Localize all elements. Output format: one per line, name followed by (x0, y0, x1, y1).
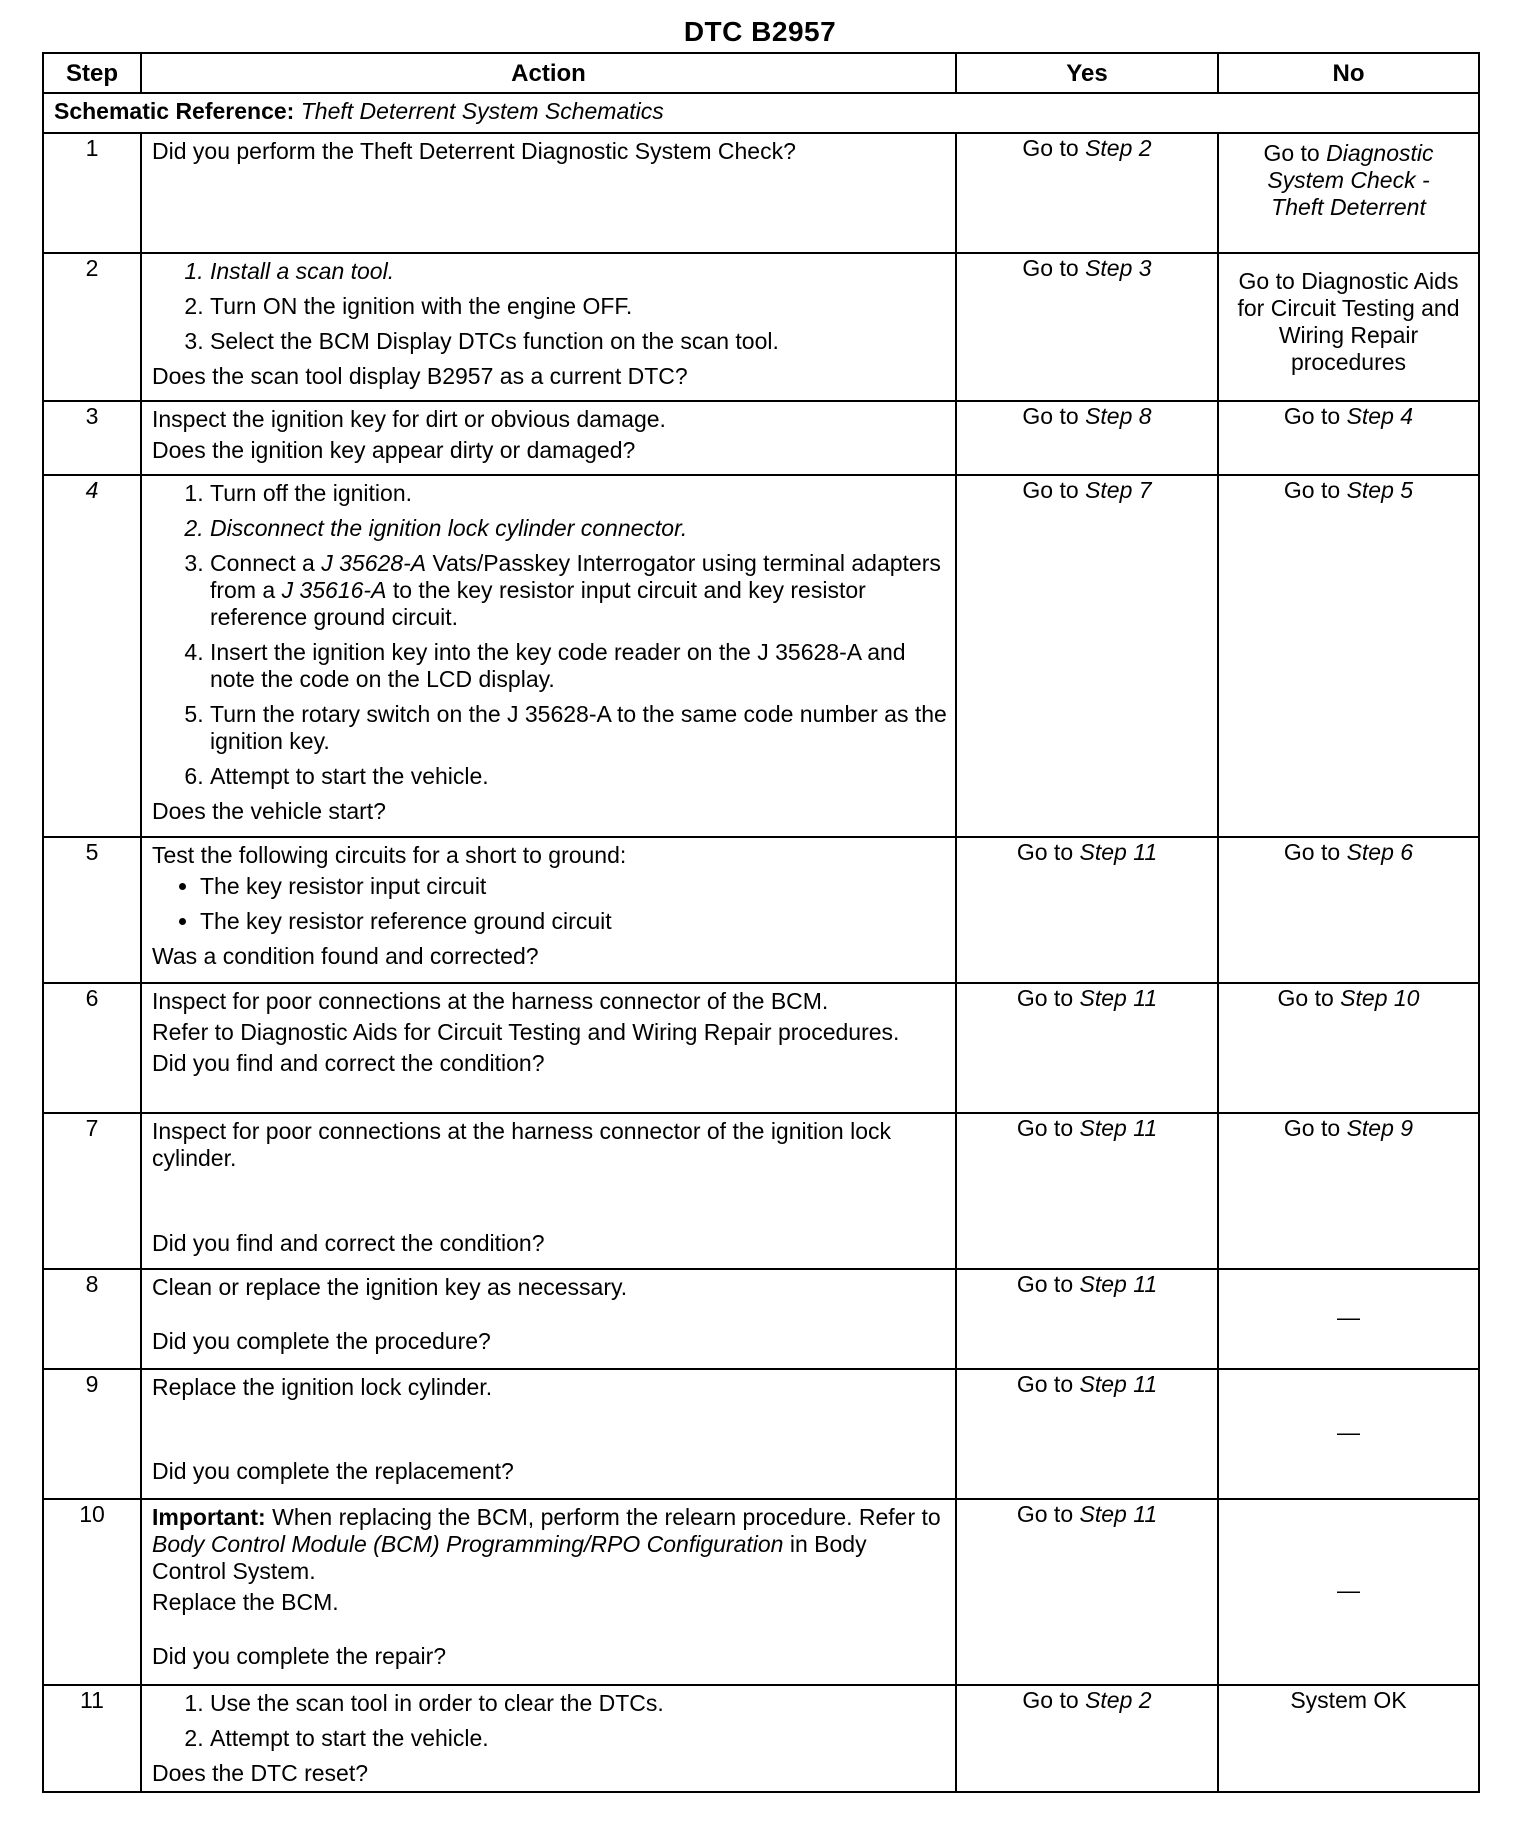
go-to-label: Go to (1016, 839, 1074, 865)
action-text: Replace the BCM. (152, 1589, 339, 1615)
go-to-label: Go to (1022, 255, 1079, 281)
refer-link[interactable]: Body Control Module (BCM) Programming/RPO Configuration (152, 1531, 784, 1557)
action-cell (141, 253, 956, 401)
action-question: Does the vehicle start? (152, 798, 386, 824)
step-word: Step (1346, 839, 1394, 865)
no-link[interactable]: Go to Diagnostic Aids for Circuit Testing and Wiring Repair procedures (1237, 268, 1460, 375)
go-to-label: Go to (1016, 1371, 1074, 1397)
yes-cell[interactable] (956, 475, 1218, 837)
step-number: 10 (43, 1499, 141, 1685)
action-question: Did you complete the replacement? (152, 1458, 514, 1484)
action-cell (141, 837, 956, 983)
go-to-label: Go to (1277, 985, 1334, 1011)
yes-step-link[interactable]: 11 (1133, 1115, 1158, 1141)
no-cell[interactable] (1218, 983, 1479, 1113)
action-text: Inspect for poor connections at the harness connector of the ignition lock cylinder. (152, 1118, 891, 1171)
yes-cell[interactable] (956, 1113, 1218, 1269)
yes-cell[interactable] (956, 253, 1218, 401)
step-word: Step (1085, 255, 1133, 281)
yes-cell[interactable] (956, 133, 1218, 253)
list-item: 2. Turn ON the ignition with the engine OFF. (210, 293, 947, 320)
step-word: Step (1085, 135, 1133, 161)
no-step-link[interactable]: 4 (1400, 403, 1414, 429)
yes-cell[interactable] (956, 983, 1218, 1113)
go-to-label: Go to (1022, 477, 1079, 503)
step-number: 11 (43, 1685, 141, 1792)
go-to-label: Go to (1016, 985, 1074, 1011)
no-dash: — (1337, 1577, 1360, 1603)
action-question: Does the ignition key appear dirty or damaged? (152, 437, 636, 463)
no-dash: — (1337, 1304, 1360, 1330)
yes-step-link[interactable]: 11 (1133, 1271, 1158, 1297)
go-to-label: Go to (1022, 1687, 1079, 1713)
yes-step-link[interactable]: 2 (1138, 1687, 1152, 1713)
yes-step-link[interactable]: 11 (1133, 985, 1158, 1011)
action-cell (141, 1113, 956, 1269)
header-action: Action (141, 53, 956, 93)
list-item: 1. Turn off the ignition. (210, 480, 947, 507)
action-text: Test the following circuits for a short to ground: (152, 842, 627, 868)
no-step-link[interactable]: 6 (1400, 839, 1414, 865)
step-number: 4 (43, 475, 141, 837)
action-list (152, 1690, 947, 1752)
action-cell (141, 1369, 956, 1499)
step-word: Step (1085, 477, 1133, 503)
step-word: Step (1346, 477, 1394, 503)
table-row (43, 1113, 1479, 1269)
step-word: Step (1079, 1115, 1127, 1141)
table-row (43, 837, 1479, 983)
step-number: 2 (43, 253, 141, 401)
list-item (210, 550, 947, 631)
list-item: 4. Insert the ignition key into the key code reader on the J 35628-A and note the code on the LCD display. (210, 639, 947, 693)
list-item: 2. Disconnect the ignition lock cylinder connector. (210, 515, 947, 542)
list-item: 2. Attempt to start the vehicle. (210, 1725, 947, 1752)
yes-step-link[interactable]: 11 (1133, 1501, 1158, 1527)
schematic-link[interactable]: Theft Deterrent System Schematics (300, 98, 664, 124)
no-cell (1218, 1685, 1479, 1792)
no-step-link[interactable]: 10 (1393, 985, 1420, 1011)
table-row (43, 1685, 1479, 1792)
action-text: Did you perform the Theft Deterrent Diagnostic System Check? (152, 138, 796, 164)
step-word: Step (1346, 403, 1394, 429)
step-number: 9 (43, 1369, 141, 1499)
schematic-reference (43, 93, 1479, 133)
yes-step-link[interactable]: 7 (1138, 477, 1152, 503)
schematic-label: Schematic Reference: (54, 98, 295, 124)
no-cell[interactable] (1218, 253, 1479, 401)
no-dash: — (1337, 1419, 1360, 1445)
item-text: Vats/Passkey Interrogator using terminal adapters from a (210, 550, 941, 603)
table-row (43, 983, 1479, 1113)
go-to-label: Go to (1022, 135, 1079, 161)
tool-name: J 35628-A (321, 550, 427, 576)
step-number: 7 (43, 1113, 141, 1269)
yes-step-link[interactable]: 11 (1133, 1371, 1158, 1397)
go-to-label: Go to (1263, 140, 1320, 166)
yes-step-link[interactable]: 8 (1138, 403, 1152, 429)
action-text: Replace the ignition lock cylinder. (152, 1374, 493, 1400)
action-text: Inspect the ignition key for dirt or obvious damage. (152, 406, 666, 432)
no-result: System OK (1290, 1687, 1407, 1713)
step-word: Step (1085, 1687, 1133, 1713)
no-cell[interactable] (1218, 475, 1479, 837)
table-row (43, 475, 1479, 837)
table-row (43, 1499, 1479, 1685)
no-cell[interactable] (1218, 1113, 1479, 1269)
list-item: 5. Turn the rotary switch on the J 35628-A to the same code number as the ignition key. (210, 701, 947, 755)
action-question: Did you complete the procedure? (152, 1328, 491, 1354)
action-text: Refer to Diagnostic Aids for Circuit Testing and Wiring Repair procedures. (152, 1019, 900, 1045)
go-to-label: Go to (1016, 1501, 1074, 1527)
page-title: DTC B2957 (683, 16, 837, 47)
item-text: to the key resistor input circuit and key resistor reference ground circuit. (210, 577, 866, 630)
go-to-label: Go to (1016, 1271, 1074, 1297)
action-question: Did you find and correct the condition? (152, 1050, 545, 1076)
action-text: Inspect for poor connections at the harness connector of the BCM. (152, 988, 829, 1014)
step-number: 6 (43, 983, 141, 1113)
no-cell[interactable] (1218, 133, 1479, 253)
refer-suffix: in Body Control System. (152, 1531, 867, 1584)
action-question: Was a condition found and corrected? (152, 943, 539, 969)
action-cell (141, 133, 956, 253)
no-cell (1218, 1369, 1479, 1499)
yes-cell[interactable] (956, 1685, 1218, 1792)
action-text: Clean or replace the ignition key as necessary. (152, 1274, 628, 1300)
bullet-list (152, 873, 947, 935)
tool-name: J 35616-A (281, 577, 387, 603)
action-question: Does the DTC reset? (152, 1760, 369, 1786)
no-cell (1218, 1269, 1479, 1369)
go-to-label: Go to (1283, 839, 1341, 865)
action-list (152, 258, 947, 355)
list-item: 6. Attempt to start the vehicle. (210, 763, 947, 790)
action-cell (141, 1685, 956, 1792)
yes-step-link[interactable]: 2 (1138, 135, 1152, 161)
table-header-row (43, 53, 1479, 93)
table-row (43, 401, 1479, 475)
action-cell (141, 1499, 956, 1685)
no-link[interactable]: Diagnostic System Check - Theft Deterrent (1267, 140, 1434, 220)
no-cell (1218, 1499, 1479, 1685)
list-item: 1. Install a scan tool. (210, 258, 947, 285)
no-cell[interactable] (1218, 837, 1479, 983)
go-to-label: Go to (1283, 403, 1341, 429)
yes-cell[interactable] (956, 1269, 1218, 1369)
action-question: Did you find and correct the condition? (152, 1230, 545, 1256)
schematic-reference-row (43, 93, 1479, 133)
list-item: • The key resistor reference ground circuit (200, 908, 947, 935)
yes-cell[interactable] (956, 401, 1218, 475)
action-cell (141, 1269, 956, 1369)
yes-step-link[interactable]: 11 (1133, 839, 1158, 865)
step-word: Step (1079, 1371, 1127, 1397)
no-cell[interactable] (1218, 401, 1479, 475)
step-word: Step (1079, 1501, 1127, 1527)
go-to-label: Go to (1022, 403, 1079, 429)
action-list (152, 480, 947, 790)
no-step-link[interactable]: 5 (1400, 477, 1414, 503)
important-label: Important: (152, 1504, 266, 1530)
important-note (152, 1504, 947, 1585)
go-to-label: Go to (1283, 1115, 1341, 1141)
step-word: Step (1079, 839, 1127, 865)
list-item: 1. Use the scan tool in order to clear the DTCs. (210, 1690, 947, 1717)
go-to-label: Go to (1016, 1115, 1074, 1141)
step-word: Step (1340, 985, 1388, 1011)
step-number: 8 (43, 1269, 141, 1369)
list-item: • The key resistor input circuit (200, 873, 947, 900)
header-step: Step (43, 53, 141, 93)
step-word: Step (1085, 403, 1133, 429)
step-word: Step (1079, 985, 1127, 1011)
header-yes: Yes (956, 53, 1218, 93)
no-step-link[interactable]: 9 (1400, 1115, 1414, 1141)
list-item: 3. Select the BCM Display DTCs function on the scan tool. (210, 328, 947, 355)
important-text: When replacing the BCM, perform the relearn procedure. (272, 1504, 853, 1530)
yes-cell[interactable] (956, 1499, 1218, 1685)
yes-step-link[interactable]: 3 (1138, 255, 1152, 281)
step-number: 1 (43, 133, 141, 253)
action-cell (141, 401, 956, 475)
table-row (43, 133, 1479, 253)
yes-cell[interactable] (956, 837, 1218, 983)
step-word: Step (1346, 1115, 1394, 1141)
header-no: No (1218, 53, 1479, 93)
go-to-label: Go to (1283, 477, 1341, 503)
action-question: Does the scan tool display B2957 as a current DTC? (152, 363, 688, 389)
table-row (43, 253, 1479, 401)
step-word: Step (1079, 1271, 1127, 1297)
step-number: 5 (43, 837, 141, 983)
table-row (43, 1369, 1479, 1499)
table-row (43, 1269, 1479, 1369)
action-question: Did you complete the repair? (152, 1643, 447, 1669)
dtc-table (42, 52, 1480, 1793)
yes-cell[interactable] (956, 1369, 1218, 1499)
refer-prefix: Refer to (858, 1504, 941, 1530)
item-text: Connect a (210, 550, 315, 576)
action-cell (141, 983, 956, 1113)
step-number: 3 (43, 401, 141, 475)
action-cell (141, 475, 956, 837)
